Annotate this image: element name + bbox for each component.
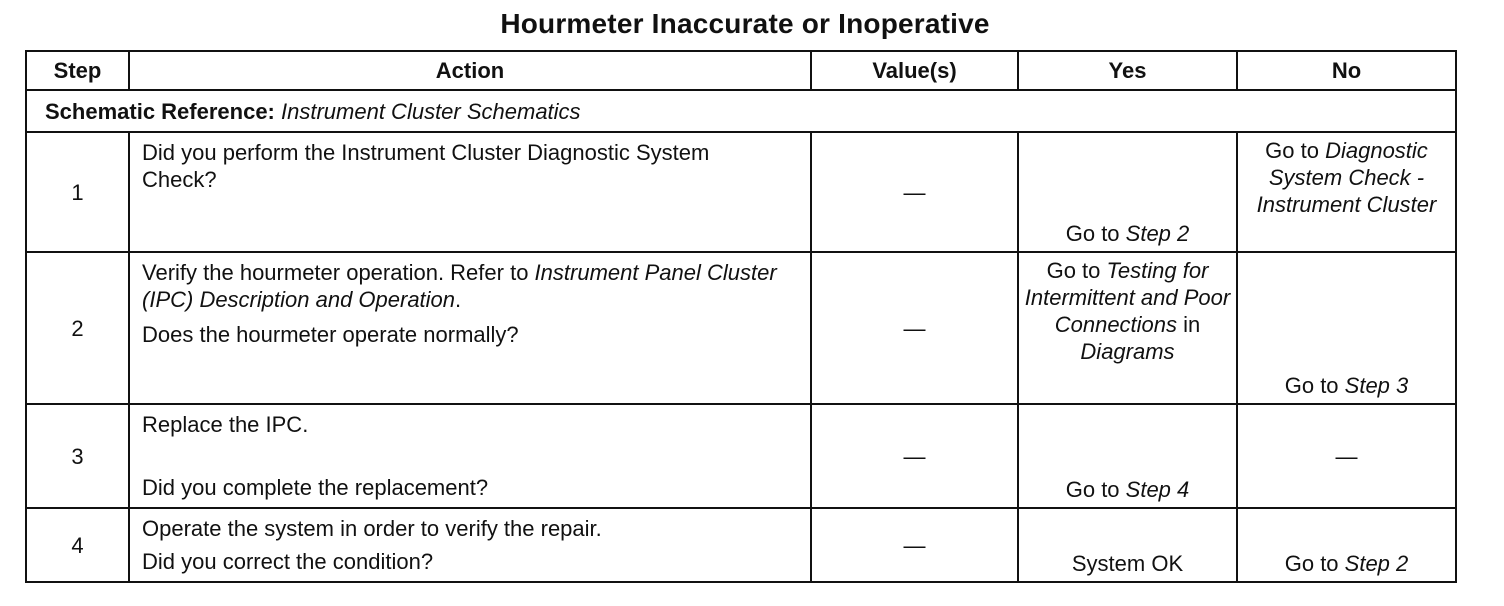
step-number: 4 (26, 508, 129, 582)
no-value: — (1335, 443, 1358, 469)
action-text: Verify the hourmeter operation. Refer to Instrument Panel Cluster (IPC) Description and Operation. (142, 260, 777, 312)
step-number: 2 (26, 252, 129, 404)
no-cell (1237, 508, 1456, 582)
no-cell (1237, 132, 1456, 252)
header-yes: Yes (1018, 51, 1237, 90)
no-cell (1237, 404, 1456, 508)
no-prefix: Go to (1265, 138, 1326, 163)
value-cell: — (811, 132, 1018, 252)
yes-cell (1018, 404, 1237, 508)
value-cell: — (811, 508, 1018, 582)
page-title: Hourmeter Inaccurate or Inoperative (500, 8, 990, 39)
action-text: Did you perform the Instrument Cluster Diagnostic System Check? (142, 140, 710, 192)
no-cell (1237, 252, 1456, 404)
action-cell (129, 252, 811, 404)
action-text: Operate the system in order to verify the repair. (142, 516, 602, 541)
yes-prefix: Go to (1065, 221, 1126, 246)
action-cell (129, 404, 811, 508)
action-question: Does the hourmeter operate normally? (142, 322, 519, 347)
action-question: Did you complete the replacement? (142, 475, 489, 500)
yes-link: Testing for Intermittent and Poor Connections (1024, 258, 1231, 337)
yes-value: System OK (1071, 551, 1184, 576)
header-row (26, 51, 1456, 90)
yes-cell (1018, 132, 1237, 252)
yes-prefix: Go to (1065, 477, 1126, 502)
yes-cell: Go to Testing for Intermittent and Poor Connections in Diagrams (1018, 252, 1237, 404)
header-values: Value(s) (811, 51, 1018, 90)
value-cell: — (811, 404, 1018, 508)
action-cell (129, 132, 811, 252)
diagnostic-table (25, 50, 1457, 583)
no-link: Step 3 (1344, 373, 1409, 398)
no-link: Diagnostic System Check - Instrument Cluster (1256, 138, 1437, 217)
value-cell: — (811, 252, 1018, 404)
yes-prefix: Go to (1046, 258, 1107, 283)
action-link: Instrument Panel Cluster (IPC) Description and Operation (142, 260, 777, 312)
header-no: No (1237, 51, 1456, 90)
header-step: Step (26, 51, 129, 90)
table-row (26, 252, 1456, 404)
yes-link: Step 4 (1125, 477, 1190, 502)
schematic-reference (26, 90, 1456, 132)
schematic-link: Instrument Cluster Schematics (281, 98, 581, 124)
schematic-row (26, 90, 1456, 132)
table-row (26, 404, 1456, 508)
action-text: Replace the IPC. (142, 412, 309, 437)
no-link: Step 2 (1344, 551, 1409, 576)
header-action: Action (129, 51, 811, 90)
yes-cell (1018, 508, 1237, 582)
step-number: 3 (26, 404, 129, 508)
action-question: Did you correct the condition? (142, 549, 434, 574)
schematic-label: Schematic Reference: (45, 98, 275, 124)
yes-link-2: Diagrams (1080, 339, 1175, 364)
step-number: 1 (26, 132, 129, 252)
table-row (26, 132, 1456, 252)
no-prefix: Go to (1284, 373, 1345, 398)
yes-link: Step 2 (1125, 221, 1190, 246)
table-row (26, 508, 1456, 582)
no-prefix: Go to (1284, 551, 1345, 576)
action-cell (129, 508, 811, 582)
